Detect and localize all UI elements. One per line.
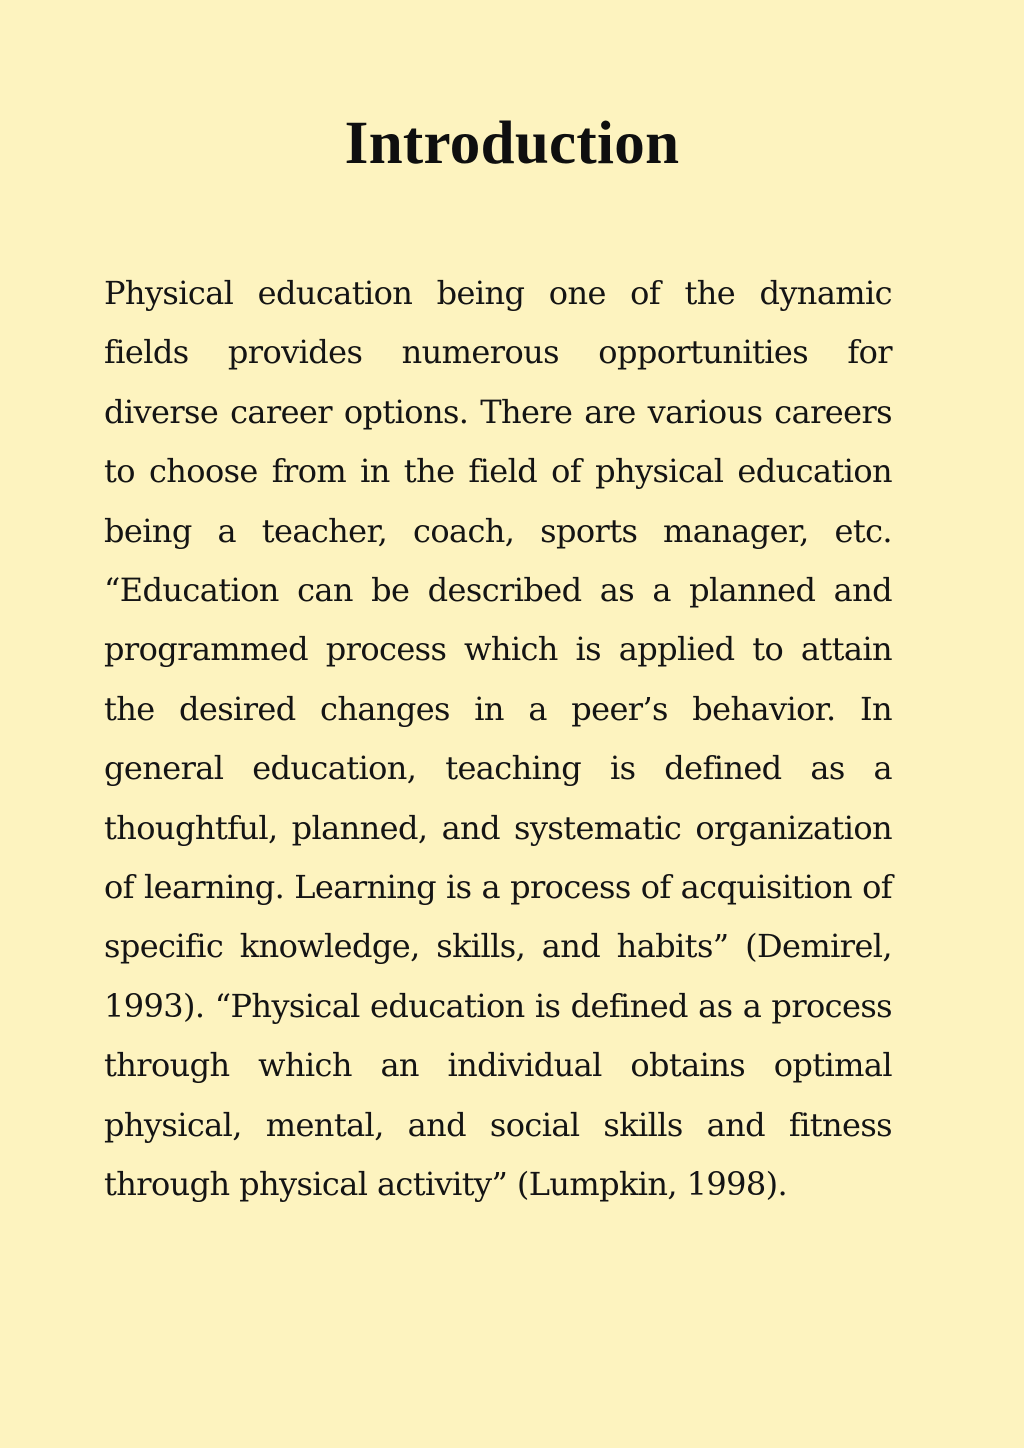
introduction-paragraph: Physical education being one of the dynamic fields provides numerous opportunities for diverse career options. There are various careers to choose from in the field of physical education being a teacher, coach, sports manager, etc. “Education can be described as a planned and programmed process which is applied to attain the desired changes in a peer’s behavior. In general education, teaching is defined as a thoughtful, planned, and systematic organization of learning. Learning is a process of acquisition of specific knowledge, skills, and habits” (Demirel, 1993). “Physical education is defined as a process through which an individual obtains optimal physical, mental, and social skills and fitness through physical activity” (Lumpkin, 1998). <box>104 274 892 1204</box>
page-title: Introduction <box>344 110 680 177</box>
